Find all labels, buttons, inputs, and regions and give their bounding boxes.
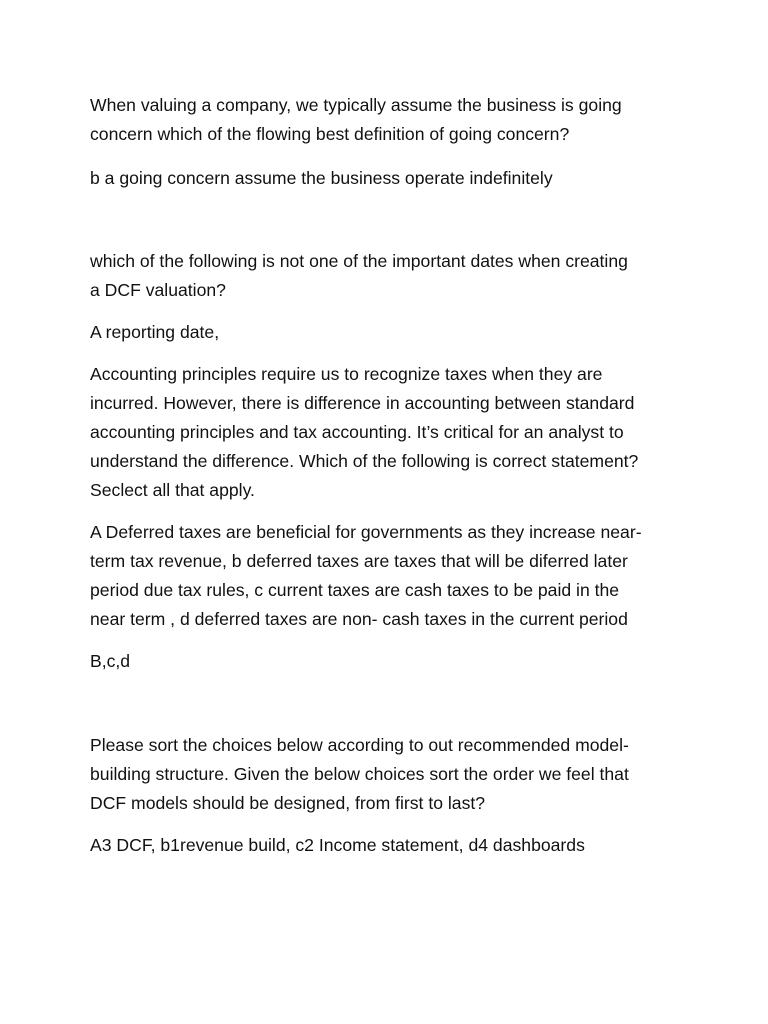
answer-3-text (90, 647, 690, 676)
question-3-choices (90, 518, 690, 634)
answer-2-text (90, 318, 690, 347)
text-line: period due tax rules, c current taxes are cash taxes to be paid in the (90, 580, 620, 600)
text-line: DCF models should be designed, from first to last? (90, 793, 486, 813)
question-2-text (90, 247, 690, 305)
text-line: accounting principles and tax accounting. It’s critical for an analyst to (90, 422, 624, 442)
text-line: Seclect all that apply. (90, 480, 255, 500)
text-line: A Deferred taxes are beneficial for governments as they increase near- (90, 522, 642, 542)
text-line: near term , d deferred taxes are non- cash taxes in the current period (90, 609, 628, 629)
text-line: When valuing a company, we typically assume the business is going (90, 95, 622, 115)
text-line: term tax revenue, b deferred taxes are taxes that will be diferred later (90, 551, 628, 571)
text-line: A3 DCF, b1revenue build, c2 Income statement, d4 dashboards (90, 835, 585, 855)
text-line: understand the difference. Which of the following is correct statement? (90, 451, 639, 471)
text-line: incurred. However, there is difference in accounting between standard (90, 393, 635, 413)
text-line: Accounting principles require us to recognize taxes when they are (90, 364, 603, 384)
answer-1-text (90, 164, 690, 193)
text-line: which of the following is not one of the important dates when creating (90, 251, 628, 271)
question-1-text (90, 91, 690, 149)
text-line: Please sort the choices below according to out recommended model- (90, 735, 629, 755)
answer-4-text (90, 831, 690, 860)
text-line: a DCF valuation? (90, 280, 226, 300)
text-line: b a going concern assume the business operate indefinitely (90, 168, 553, 188)
question-3-text (90, 360, 690, 505)
text-line: concern which of the flowing best definition of going concern? (90, 124, 570, 144)
text-line: B,c,d (90, 651, 131, 671)
text-line: building structure. Given the below choices sort the order we feel that (90, 764, 629, 784)
question-4-text (90, 731, 690, 818)
text-line: A reporting date, (90, 322, 220, 342)
